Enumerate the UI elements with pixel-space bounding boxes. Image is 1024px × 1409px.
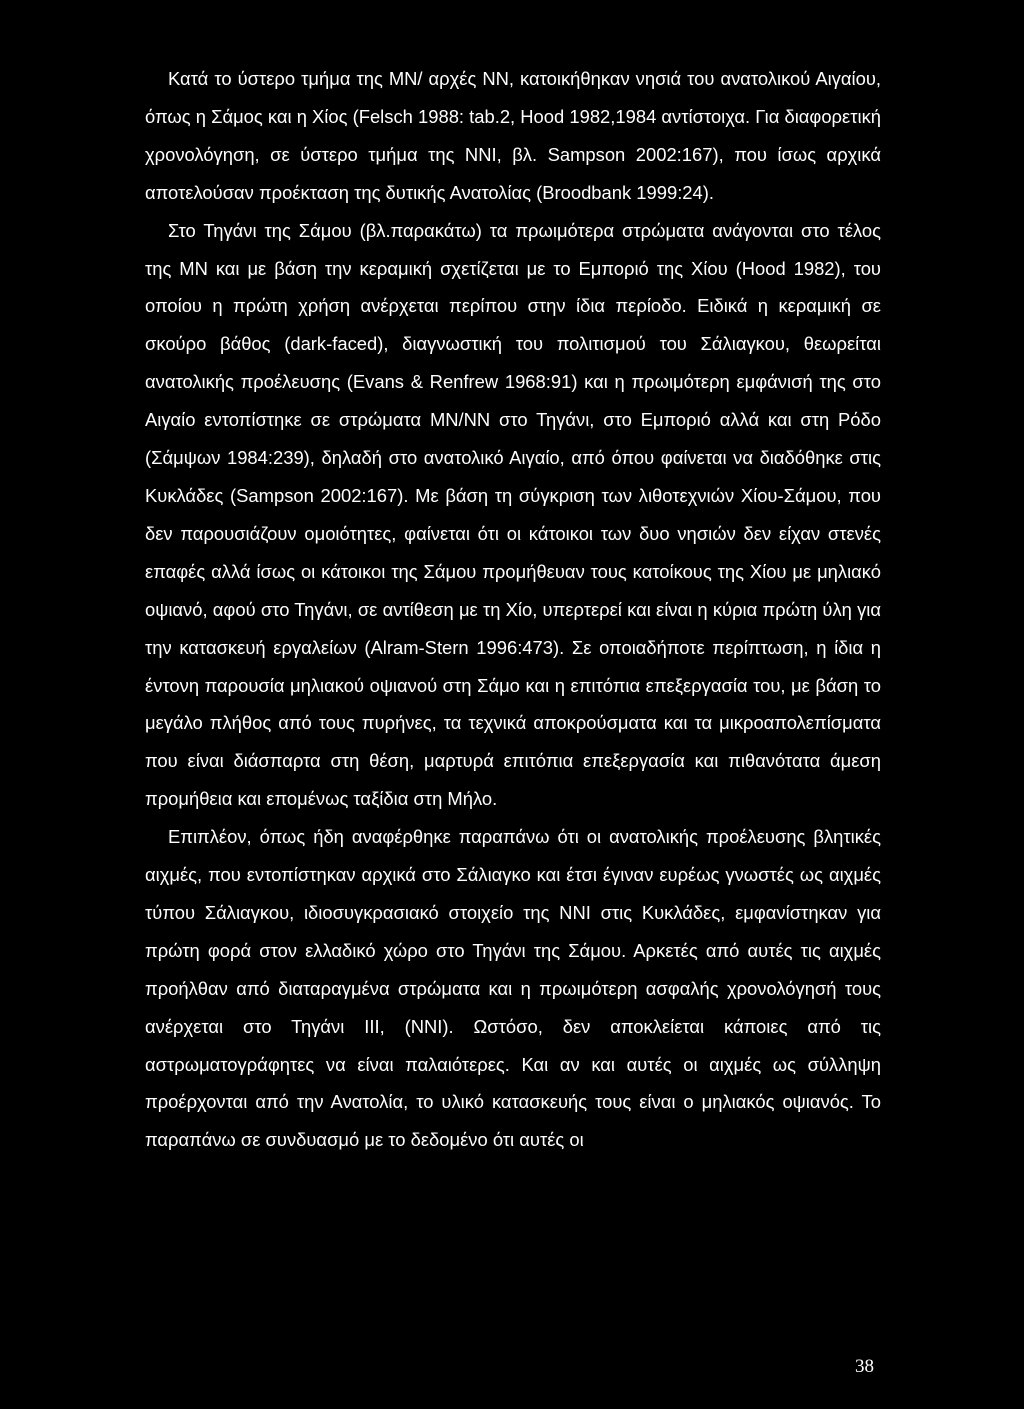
document-body bbox=[145, 60, 881, 1159]
paragraph-2: Στο Τηγάνι της Σάμου (βλ.παρακάτω) τα πρωιμότερα στρώματα ανάγονται στο τέλος της ΜΝ και με βάση την κεραμική σχετίζεται με το Εμποριό της Χίου (Hood 1982), του οποίου η πρώτη χρήση ανέρχεται περίπου στην ίδια περίοδο. Ειδικά η κεραμική σε σκούρο βάθος (dark-faced), διαγνωστική του πολιτισμού του Σάλιαγκου, θεωρείται ανατολικής προέλευσης (Evans & Renfrew 1968:91) και η πρωιμότερη εμφάνισή της στο Αιγαίο εντοπίστηκε σε στρώματα ΜΝ/ΝΝ στο Τηγάνι, στο Εμποριό αλλά και στη Ρόδο (Σάμψων 1984:239), δηλαδή στο ανατολικό Αιγαίο, από όπου φαίνεται να διαδόθηκε στις Κυκλάδες (Sampson 2002:167). Με βάση τη σύγκριση των λιθοτεχνιών Χίου-Σάμου, που δεν παρουσιάζουν ομοιότητες, φαίνεται ότι οι κάτοικοι των δυο νησιών δεν είχαν στενές επαφές αλλά ίσως οι κάτοικοι της Σάμου προμήθευαν τους κατοίκους της Χίου με μηλιακό οψιανό, αφού στο Τηγάνι, σε αντίθεση με τη Χίο, υπερτερεί και είναι η κύρια πρώτη ύλη για την κατασκευή εργαλείων (Alram-Stern 1996:473). Σε οποιαδήποτε περίπτωση, η ίδια η έντονη παρουσία μηλιακού οψιανού στη Σάμο και η επιτόπια επεξεργασία του, με βάση το μεγάλο πλήθος από τους πυρήνες, τα τεχνικά αποκρούσματα και τα μικροαπολεπίσματα που είναι διάσπαρτα στη θέση, μαρτυρά επιτόπια επεξεργασία και πιθανότατα άμεση προμήθεια και επομένως ταξίδια στη Μήλο. bbox=[145, 219, 881, 810]
paragraph-3: Επιπλέον, όπως ήδη αναφέρθηκε παραπάνω ότι οι ανατολικής προέλευσης βλητικές αιχμές, που εντοπίστηκαν αρχικά στο Σάλιαγκο και έτσι έγιναν ευρέως γνωστές ως αιχμές τύπου Σάλιαγκου, ιδιοσυγκρασιακό στοιχείο της ΝΝΙ στις Κυκλάδες, εμφανίστηκαν για πρώτη φορά στον ελλαδικό χώρο στο Τηγάνι της Σάμου. Αρκετές από αυτές τις αιχμές προήλθαν από διαταραγμένα στρώματα και η πρωιμότερη ασφαλής χρονολόγησή τους ανέρχεται στο Τηγάνι ΙΙΙ, (ΝΝΙ). Ωστόσο, δεν αποκλείεται κάποιες από τις αστρωματογράφητες να είναι παλαιότερες. Και αν και αυτές οι αιχμές ως σύλληψη προέρχονται από την Ανατολία, το υλικό κατασκευής τους είναι ο μηλιακός οψιανός. Το παραπάνω σε συνδυασμό με το δεδομένο ότι αυτές οι bbox=[145, 826, 881, 1151]
page-number: 38 bbox=[855, 1356, 874, 1377]
paragraph-1: Κατά το ύστερο τμήμα της ΜΝ/ αρχές ΝΝ, κατοικήθηκαν νησιά του ανατολικού Αιγαίου, όπως η Σάμος και η Χίος (Felsch 1988: tab.2, Hood 1982,1984 αντίστοιχα. Για διαφορετική χρονολόγηση, σε ύστερο τμήμα της ΝΝΙ, βλ. Sampson 2002:167), που ίσως αρχικά αποτελούσαν προέκταση της δυτικής Ανατολίας (Broodbank 1999:24). bbox=[145, 68, 881, 203]
